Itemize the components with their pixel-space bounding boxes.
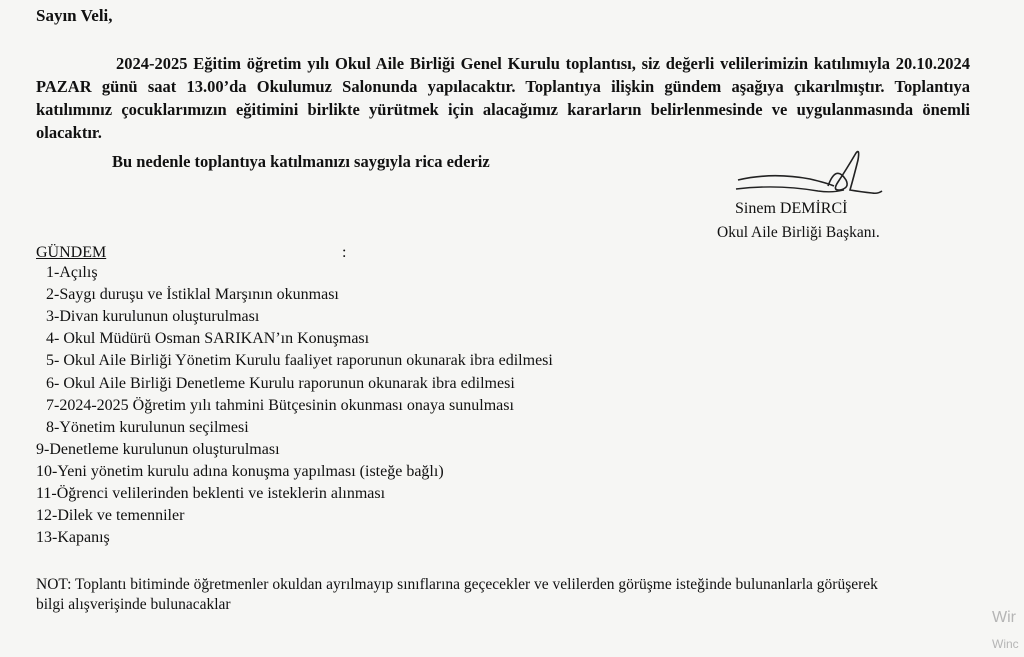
agenda-item: 10-Yeni yönetim kurulu adına konuşma yapılması (isteğe bağlı) <box>36 463 444 480</box>
agenda-item: 6- Okul Aile Birliği Denetleme Kurulu raporunun okunarak ibra edilmesi <box>46 375 515 392</box>
agenda-item: 12-Dilek ve temenniler <box>36 507 185 524</box>
greeting: Sayın Veli, <box>36 6 113 25</box>
note-paragraph: NOT: Toplantı bitiminde öğretmenler okuldan ayrılmayıp sınıflarına geçecekler ve velilerden görüşme isteğinde bulunanlarla görüşerek bilgi alışverişinde bulunacaklar <box>36 576 878 613</box>
request-line: Bu nedenle toplantıya katılmanızı saygıyla rica ederiz <box>112 152 490 171</box>
watermark-line: Winc <box>992 637 1019 651</box>
signature-mark <box>732 150 892 200</box>
agenda-item: 13-Kapanış <box>36 529 110 546</box>
agenda-item: 7-2024-2025 Öğretim yılı tahmini Bütçesinin okunması onaya sunulması <box>46 397 514 414</box>
agenda-item: 8-Yönetim kurulunun seçilmesi <box>46 419 249 436</box>
agenda-item: 3-Divan kurulunun oluşturulması <box>46 308 260 325</box>
agenda-heading: GÜNDEM <box>36 244 107 261</box>
intro-paragraph: 2024-2025 Eğitim öğretim yılı Okul Aile Birliği Genel Kurulu toplantısı, siz değerli velilerimizin katılımıyla 20.10.2024 PAZAR günü saat 13.00’da Okulumuz Salonunda yapılacaktır. Toplantıya ilişkin gündem aşağıya çıkarılmıştır. Toplantıya katılımınız çocuklarımızın eğitimini birlikte yürütmek için alacağımız kararların belirlenmesinde ve uygulanmasında önemli olacaktır. <box>36 54 970 142</box>
agenda-item: 11-Öğrenci velilerinden beklenti ve isteklerin alınması <box>36 485 386 502</box>
watermark <box>992 605 1019 657</box>
watermark-line: Wir <box>992 609 1016 626</box>
agenda-item: 5- Okul Aile Birliği Yönetim Kurulu faaliyet raporunun okunarak ibra edilmesi <box>46 352 553 369</box>
agenda-item: 2-Saygı duruşu ve İstiklal Marşının okunması <box>46 286 339 303</box>
agenda-colon: : <box>342 244 347 261</box>
signer-title: Okul Aile Birliği Başkanı. <box>717 224 880 241</box>
agenda-item: 9-Denetleme kurulunun oluşturulması <box>36 441 280 458</box>
agenda-item: 1-Açılış <box>46 264 98 281</box>
agenda-item: 4- Okul Müdürü Osman SARIKAN’ın Konuşması <box>46 330 370 347</box>
signer-name: Sinem DEMİRCİ <box>735 200 848 217</box>
